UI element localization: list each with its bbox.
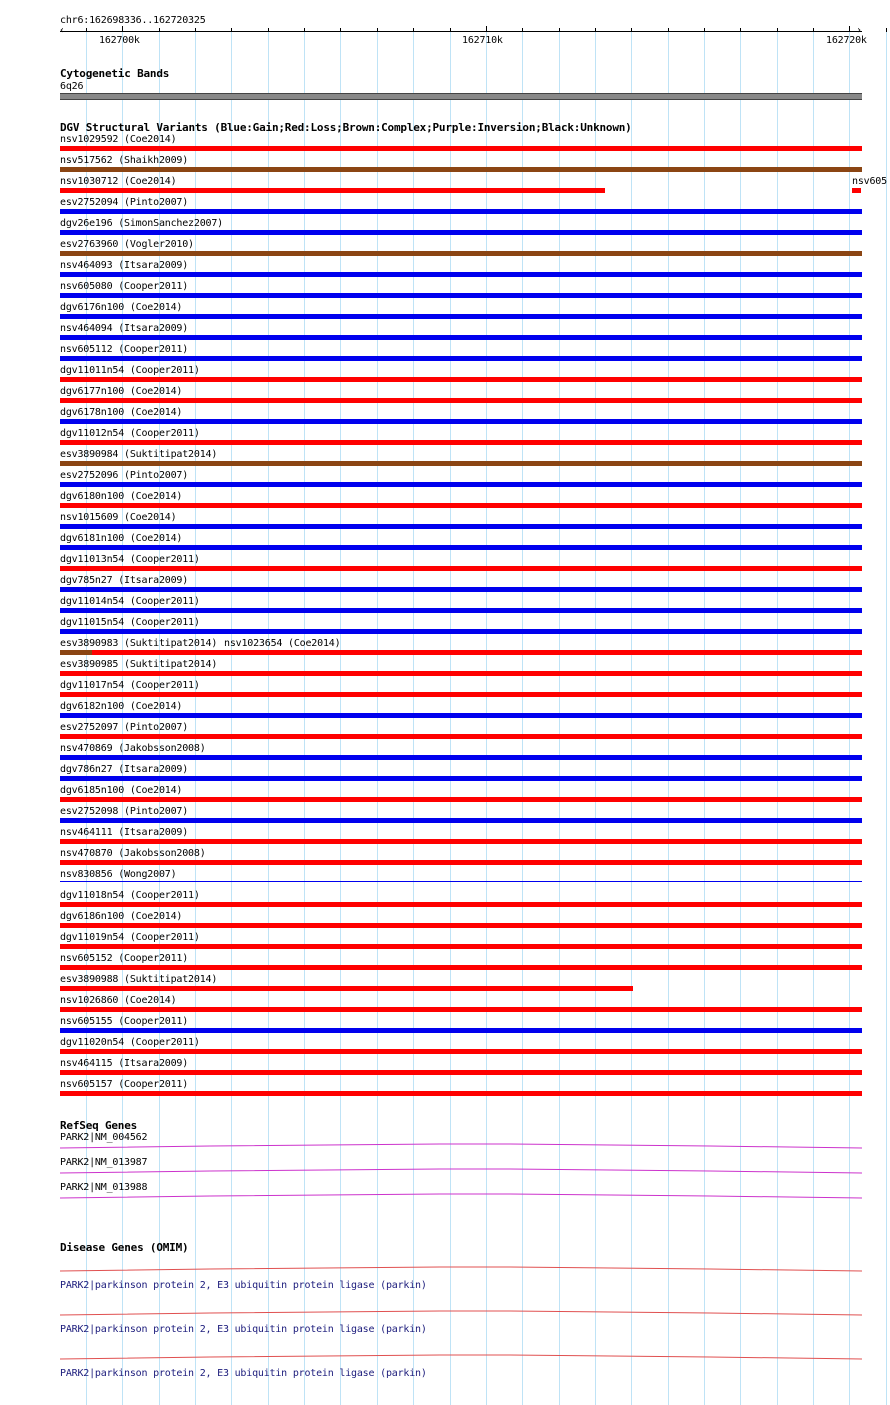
sv-bar-complex[interactable] [60,461,862,466]
sv-bar-gain[interactable] [60,230,862,235]
ruler-tick [377,28,378,32]
sv-label[interactable]: dgv786n27 (Itsara2009) [60,764,189,775]
sv-label[interactable]: dgv11017n54 (Cooper2011) [60,680,200,691]
sv-label[interactable]: dgv11014n54 (Cooper2011) [60,596,200,607]
sv-bar-gain[interactable] [60,335,862,340]
sv-label[interactable]: dgv11011n54 (Cooper2011) [60,365,200,376]
sv-label[interactable]: nsv1015609 (Coe2014) [60,512,177,523]
sv-bar-loss[interactable] [60,377,862,382]
sv-label[interactable]: dgv6181n100 (Coe2014) [60,533,183,544]
sv-bar-gain[interactable] [60,608,862,613]
sv-label[interactable]: nsv605155 (Cooper2011) [60,1016,189,1027]
sv-bar-gain[interactable] [60,524,862,529]
ruler-tick [631,28,632,32]
omim-entry-label[interactable]: PARK2|parkinson protein 2, E3 ubiquitin protein ligase (parkin) [60,1324,427,1335]
dgv-title: DGV Structural Variants (Blue:Gain;Red:Loss;Brown:Complex;Purple:Inversion;Black:Unknown) [60,121,632,134]
ruler-tick [486,26,487,32]
sv-bar-loss[interactable] [60,902,862,907]
sv-label[interactable]: dgv6177n100 (Coe2014) [60,386,183,397]
sv-bar-complex[interactable] [60,251,862,256]
ruler-tick [231,28,232,32]
sv-label[interactable]: nsv470869 (Jakobsson2008) [60,743,206,754]
sv-bar-loss[interactable] [60,860,862,865]
ruler-tick [740,28,741,32]
sv-label[interactable]: nsv517562 (Shaikh2009) [60,155,189,166]
omim-gene-line[interactable] [60,1350,863,1360]
refseq-gene-line[interactable] [60,1142,863,1149]
ruler-tick [86,28,87,32]
sv-bar-loss[interactable] [852,188,861,193]
sv-label[interactable]: nsv464093 (Itsara2009) [60,260,189,271]
sv-label[interactable]: nsv605112 (Cooper2011) [60,344,189,355]
sv-bar-loss[interactable] [60,1091,862,1096]
sv-label[interactable]: nsv605152 (Cooper2011) [60,953,189,964]
sv-bar-loss[interactable] [60,923,862,928]
omim-entry-label[interactable]: PARK2|parkinson protein 2, E3 ubiquitin protein ligase (parkin) [60,1280,427,1291]
refseq-gene-label[interactable]: PARK2|NM_013988 [60,1182,148,1193]
omim-gene-line[interactable] [60,1306,863,1316]
sv-bar-gain[interactable] [60,587,862,592]
sv-bar-loss[interactable] [60,692,862,697]
sv-label[interactable]: esv2763960 (Vogler2010) [60,239,194,250]
sv-bar-gain[interactable] [60,209,862,214]
sv-label[interactable]: dgv785n27 (Itsara2009) [60,575,189,586]
sv-bar-loss[interactable] [60,734,862,739]
cytoband-label[interactable]: 6q26 [60,81,84,92]
sv-label[interactable]: dgv6180n100 (Coe2014) [60,491,183,502]
sv-label[interactable]: dgv6185n100 (Coe2014) [60,785,183,796]
sv-label[interactable]: esv3890984 (Suktitipat2014) [60,449,218,460]
sv-label[interactable]: dgv11015n54 (Cooper2011) [60,617,200,628]
sv-bar-loss[interactable] [60,1070,862,1075]
sv-bar-gain[interactable] [60,818,862,823]
tick-label-1: 162700k [99,35,140,46]
sv-bar-loss[interactable] [60,965,862,970]
sv-bar-complex[interactable] [60,650,92,655]
sv-label[interactable]: nsv1029592 (Coe2014) [60,134,177,145]
sv-bar-gain[interactable] [60,482,862,487]
sv-label[interactable]: nsv1030712 (Coe2014) [60,176,177,187]
sv-bar-gain[interactable] [60,356,862,361]
gridline [886,28,887,1405]
ruler-tick [522,28,523,32]
ruler-tick [413,28,414,32]
sv-label[interactable]: nsv605080 (Cooper2011) [60,281,189,292]
ruler-tick [159,28,160,32]
ruler-tick [813,28,814,32]
cytoband-bar[interactable] [60,93,862,100]
sv-bar-gain[interactable] [60,881,862,882]
sv-bar-loss[interactable] [60,440,862,445]
location-label: chr6:162698336..162720325 [60,15,206,26]
sv-bar-loss[interactable] [60,503,862,508]
sv-bar-gain[interactable] [60,776,862,781]
sv-bar-gain[interactable] [60,755,862,760]
ruler-tick [559,28,560,32]
ruler-tick [595,28,596,32]
sv-bar-loss[interactable] [60,839,862,844]
sv-label[interactable]: esv3890988 (Suktitipat2014) [60,974,218,985]
sv-bar-gain[interactable] [60,419,862,424]
omim-title: Disease Genes (OMIM) [60,1241,189,1254]
sv-bar-loss[interactable] [60,188,605,193]
ruler-line [60,31,862,32]
sv-label[interactable]: nsv464094 (Itsara2009) [60,323,189,334]
refseq-gene-line[interactable] [60,1167,863,1174]
tick-label-2: 162710k [462,35,503,46]
omim-gene-line[interactable] [60,1262,863,1272]
sv-bar-loss[interactable] [60,671,862,676]
ruler-tick [340,28,341,32]
ruler-tick [268,28,269,32]
refseq-gene-line[interactable] [60,1192,863,1199]
left-arrow-icon: ‹ [59,25,66,36]
sv-label[interactable]: nsv464115 (Itsara2009) [60,1058,189,1069]
sv-label[interactable]: dgv11013n54 (Cooper2011) [60,554,200,565]
ruler-tick [304,28,305,32]
ruler-tick [704,28,705,32]
sv-bar-loss[interactable] [60,944,862,949]
sv-label[interactable]: nsv1026860 (Coe2014) [60,995,177,1006]
sv-label[interactable]: nsv1023654 (Coe2014) [224,638,341,649]
sv-label[interactable]: nsv605 [852,176,887,187]
sv-label[interactable]: nsv830856 (Wong2007) [60,869,177,880]
omim-entry-label[interactable]: PARK2|parkinson protein 2, E3 ubiquitin protein ligase (parkin) [60,1368,427,1379]
sv-label[interactable]: dgv11020n54 (Cooper2011) [60,1037,200,1048]
refseq-gene-label[interactable]: PARK2|NM_013987 [60,1157,148,1168]
refseq-title: RefSeq Genes [60,1119,138,1132]
ruler-tick [195,28,196,32]
sv-label[interactable]: dgv6176n100 (Coe2014) [60,302,183,313]
sv-label[interactable]: esv2752094 (Pinto2007) [60,197,189,208]
sv-label[interactable]: esv2752097 (Pinto2007) [60,722,189,733]
sv-bar-loss[interactable] [60,398,862,403]
sv-bar-gain[interactable] [60,713,862,718]
sv-label[interactable]: dgv11019n54 (Cooper2011) [60,932,200,943]
sv-label[interactable]: dgv6186n100 (Coe2014) [60,911,183,922]
sv-bar-loss[interactable] [60,566,862,571]
refseq-gene-label[interactable]: PARK2|NM_004562 [60,1132,148,1143]
sv-label[interactable]: dgv6182n100 (Coe2014) [60,701,183,712]
sv-bar-complex[interactable] [60,167,862,172]
sv-bar-loss[interactable] [60,1007,862,1012]
tick-label-3: 162720k [826,35,867,46]
sv-label[interactable]: dgv6178n100 (Coe2014) [60,407,183,418]
cytoband-title: Cytogenetic Bands [60,67,170,80]
sv-bar-gain[interactable] [60,1028,862,1033]
right-arrow-icon: › [856,25,863,36]
ruler-tick [849,26,850,32]
ruler-tick [450,28,451,32]
sv-label[interactable]: esv2752096 (Pinto2007) [60,470,189,481]
ruler-tick [886,28,887,32]
sv-label[interactable]: esv3890985 (Suktitipat2014) [60,659,218,670]
sv-label[interactable]: nsv605157 (Cooper2011) [60,1079,189,1090]
sv-label[interactable]: esv3890983 (Suktitipat2014) [60,638,218,649]
sv-bar-gain[interactable] [60,293,862,298]
ruler-tick [777,28,778,32]
sv-bar-loss[interactable] [92,650,862,655]
sv-label[interactable]: dgv11018n54 (Cooper2011) [60,890,200,901]
sv-bar-gain[interactable] [60,314,862,319]
sv-bar-gain[interactable] [60,545,862,550]
sv-bar-loss[interactable] [60,986,633,991]
sv-label[interactable]: esv2752098 (Pinto2007) [60,806,189,817]
sv-bar-gain[interactable] [60,629,862,634]
sv-bar-loss[interactable] [60,1049,862,1054]
sv-bar-gain[interactable] [60,272,862,277]
sv-bar-loss[interactable] [60,146,862,151]
sv-label[interactable]: nsv464111 (Itsara2009) [60,827,189,838]
sv-bar-loss[interactable] [60,797,862,802]
sv-label[interactable]: nsv470870 (Jakobsson2008) [60,848,206,859]
sv-label[interactable]: dgv26e196 (SimonSanchez2007) [60,218,223,229]
ruler-tick [122,26,123,32]
ruler-tick [668,28,669,32]
sv-label[interactable]: dgv11012n54 (Cooper2011) [60,428,200,439]
